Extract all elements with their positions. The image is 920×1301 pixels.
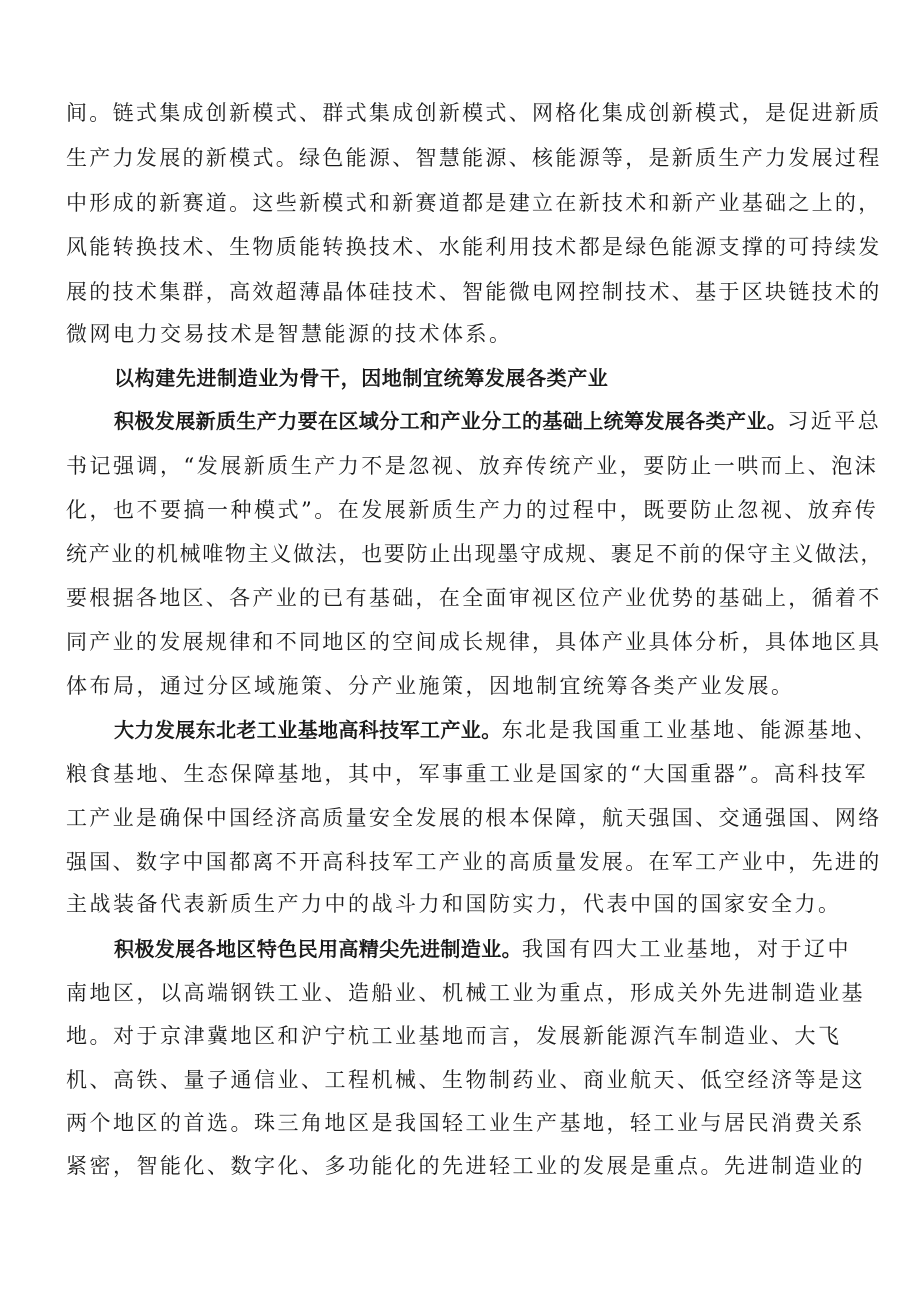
text-line: 两个地区的首选。珠三角地区是我国轻工业生产基地，轻工业与居民消费关系 [66,1111,865,1135]
paragraph-text: 我国有四大工业基地，对于辽中 [522,937,851,961]
text-line: 统产业的机械唯物主义做法，也要防止出现墨守成规、裹足不前的保守主义做法， [66,542,884,566]
text-line: 机、高铁、量子通信业、工程机械、生物制药业、商业航天、低空经济等是这 [66,1068,865,1092]
text-line: 要根据各地区、各产业的已有基础，在全面审视区位产业优势的基础上，循着不 [66,586,882,610]
text-line: 强国、数字中国都离不开高科技军工产业的高质量发展。在军工产业中，先进的 [66,850,882,874]
text-line: 生产力发展的新模式。绿色能源、智慧能源、核能源等，是新质生产力发展过程 [66,146,882,170]
text-line: 工产业是确保中国经济高质量安全发展的根本保障，航天强国、交通强国、网络 [66,806,882,830]
paragraph-first-line [114,716,878,744]
paragraph-text: 习近平总 [787,409,882,433]
text-line: 展的技术集群，高效超薄晶体硅技术、智能微电网控制技术、基于区块链技术的 [66,280,882,304]
text-line: 地。对于京津冀地区和沪宁杭工业基地而言，发展新能源汽车制造业、大飞 [66,1024,842,1048]
text-line: 微网电力交易技术是智慧能源的技术体系。 [66,322,513,346]
paragraph-lead: 积极发展各地区特色民用高精尖先进制造业。 [114,937,522,961]
text-line: 南地区，以高端钢铁工业、造船业、机械工业为重点，形成关外先进制造业基 [66,981,865,1005]
text-line: 书记强调，“发展新质生产力不是忽视、放弃传统产业，要防止一哄而上、泡沫 [66,454,879,478]
paragraph-first-line [114,407,881,435]
paragraph-text: 东北是我国重工业基地、能源基地、 [501,718,878,742]
section-heading: 以构建先进制造业为骨干，因地制宜统筹发展各类产业 [114,366,609,390]
text-line: 主战装备代表新质生产力中的战斗力和国防实力，代表中国的国家安全力。 [66,892,842,916]
paragraph-lead: 积极发展新质生产力要在区域分工和产业分工的基础上统筹发展各类产业。 [114,409,788,433]
text-line: 风能转换技术、生物质能转换技术、水能利用技术都是绿色能源支撑的可持续发 [66,235,882,259]
paragraph-first-line [114,935,851,963]
paragraph-lead: 大力发展东北老工业基地高科技军工产业。 [114,718,502,742]
text-line: 体布局，通过分区域施策、分产业施策，因地制宜统筹各类产业发展。 [66,674,795,698]
text-line: 间。链式集成创新模式、群式集成创新模式、网格化集成创新模式，是促进新质 [66,101,882,125]
text-line: 紧密，智能化、数字化、多功能化的先进轻工业的发展是重点。先进制造业的 [66,1154,865,1178]
text-line: 中形成的新赛道。这些新模式和新赛道都是建立在新技术和新产业基础之上的， [66,191,882,215]
text-line: 化，也不要搞一种模式”。在发展新质生产力的过程中，既要防止忽视、放弃传 [66,498,879,522]
text-line: 粮食基地、生态保障基地，其中，军事重工业是国家的“大国重器”。高科技军 [66,762,868,786]
text-line: 同产业的发展规律和不同地区的空间成长规律，具体产业具体分析，具体地区具 [66,630,882,654]
